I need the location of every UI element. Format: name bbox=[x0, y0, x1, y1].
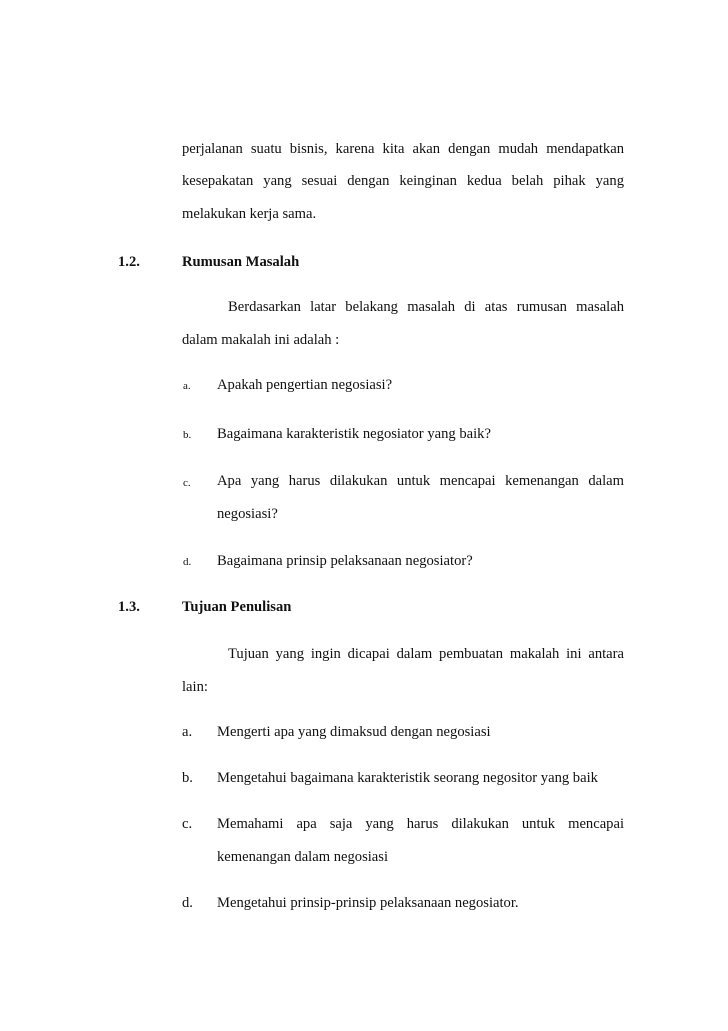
list-marker: d. bbox=[182, 895, 193, 911]
list-item-text: Mengetahui bagaimana karakteristik seorang negositor yang baik bbox=[217, 770, 598, 786]
intro-line: perjalanan suatu bisnis, karena kita akan dengan mudah mendapatkan bbox=[182, 141, 624, 157]
list-item-text: negosiasi? bbox=[217, 506, 278, 522]
intro-line: melakukan kerja sama. bbox=[182, 206, 317, 222]
list-item-text: Apakah pengertian negosiasi? bbox=[217, 377, 393, 393]
list-marker: c. bbox=[182, 816, 193, 832]
list-marker: b. bbox=[183, 429, 192, 441]
paragraph-line: Berdasarkan latar belakang masalah di atas rumusan masalah bbox=[228, 299, 624, 315]
list-marker: d. bbox=[183, 556, 192, 568]
list-item-text: Bagaimana karakteristik negosiator yang baik? bbox=[217, 426, 491, 442]
paragraph-line: lain: bbox=[182, 679, 208, 695]
section-title: Tujuan Penulisan bbox=[182, 599, 292, 615]
list-item-text: Mengetahui prinsip-prinsip pelaksanaan negosiator. bbox=[217, 895, 519, 911]
list-marker: a. bbox=[183, 380, 191, 392]
list-item-text: kemenangan dalam negosiasi bbox=[217, 849, 389, 865]
paragraph-line: Tujuan yang ingin dicapai dalam pembuatan makalah ini antara bbox=[228, 646, 624, 662]
list-item-text: Apa yang harus dilakukan untuk mencapai kemenangan dalam bbox=[217, 473, 624, 489]
section-title: Rumusan Masalah bbox=[182, 254, 300, 270]
list-item-text: Bagaimana prinsip pelaksanaan negosiator? bbox=[217, 553, 473, 569]
section-number: 1.2. bbox=[118, 254, 140, 270]
list-marker: c. bbox=[183, 477, 191, 489]
list-item-text: Mengerti apa yang dimaksud dengan negosiasi bbox=[217, 724, 491, 740]
paragraph-line: dalam makalah ini adalah : bbox=[182, 332, 340, 348]
intro-line: kesepakatan yang sesuai dengan keinginan kedua belah pihak yang bbox=[182, 173, 624, 189]
list-item-text: Memahami apa saja yang harus dilakukan untuk mencapai bbox=[217, 816, 624, 832]
section-number: 1.3. bbox=[118, 599, 140, 615]
list-marker: a. bbox=[182, 724, 193, 740]
list-marker: b. bbox=[182, 770, 193, 786]
